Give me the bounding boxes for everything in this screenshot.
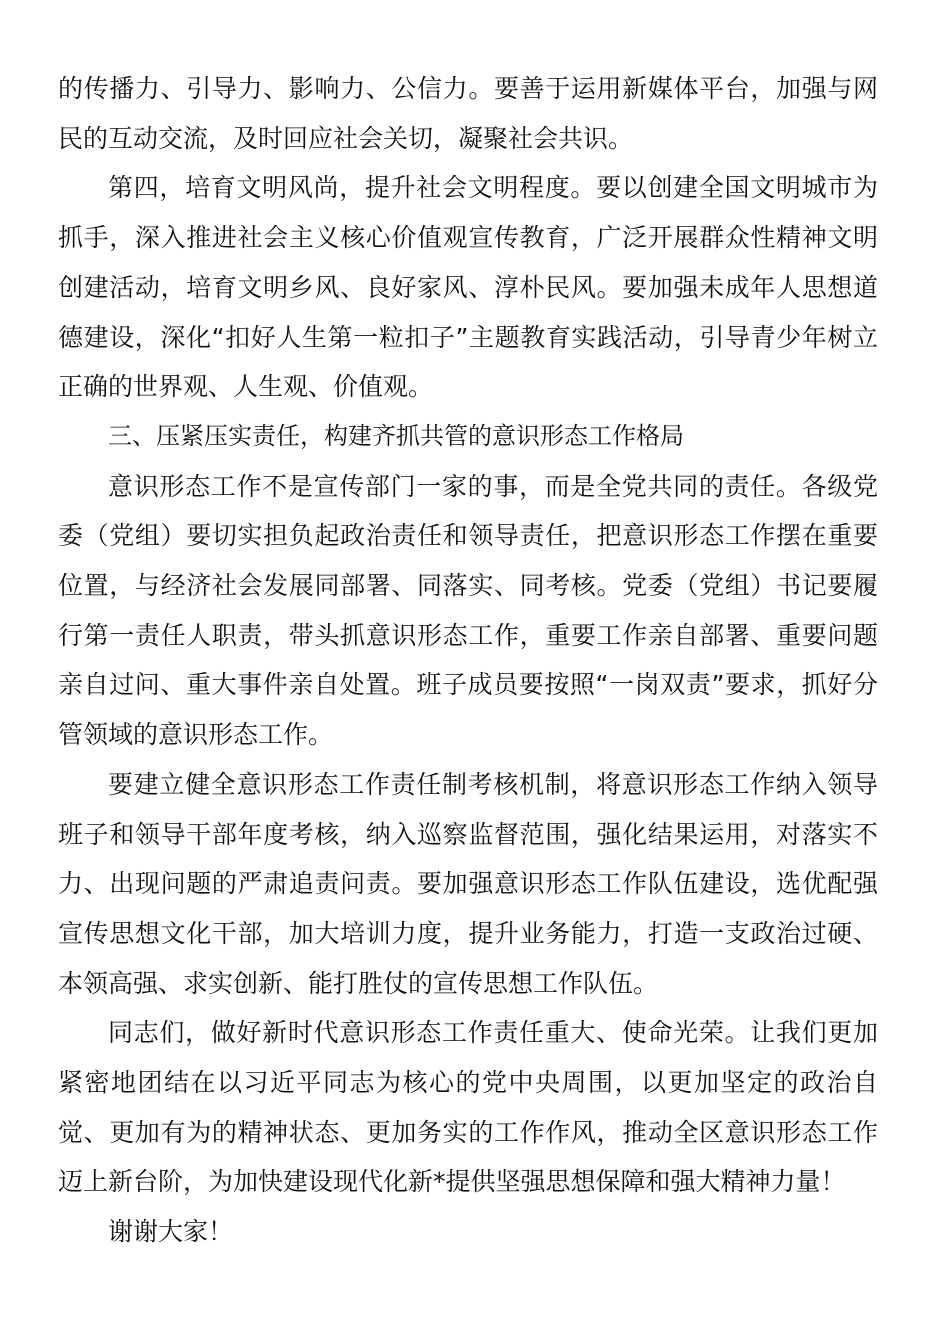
document-body [58, 64, 878, 1257]
section-heading-three: 三、压紧压实责任，构建齐抓共管的意识形态工作格局 [108, 421, 684, 450]
paragraph-closing: 同志们，做好新时代意识形态工作责任重大、使命光荣。让我们更加紧密地团结在以习近平同志为核心的党中央周围，以更加坚定的政治自觉、更加有为的精神状态、更加务实的工作作风，推动全区意识形态工作迈上新台阶，为加快建设现代化新*提供坚强思想保障和强大精神力量！ [58, 1018, 878, 1197]
paragraph-thanks: 谢谢大家！ [108, 1217, 234, 1247]
paragraph-responsibility: 意识形态工作不是宣传部门一家的事，而是全党共同的责任。各级党委（党组）要切实担负起政治责任和领导责任，把意识形态工作摆在重要位置，与经济社会发展同部署、同落实、同考核。党委（党组）书记要履行第一责任人职责，带头抓意识形态工作，重要工作亲自部署、重要问题亲自过问、重大事件亲自处置。班子成员要按照“一岗双责”要求，抓好分管领域的意识形态工作。 [58, 471, 878, 750]
paragraph-assessment: 要建立健全意识形态工作责任制考核机制，将意识形态工作纳入领导班子和领导干部年度考核，纳入巡察监督范围，强化结果运用，对落实不力、出现问题的严肃追责问责。要加强意识形态工作队伍建设，选优配强宣传思想文化干部，加大培训力度，提升业务能力，打造一支政治过硬、本领高强、求实创新、能打胜仗的宣传思想工作队伍。 [58, 769, 878, 998]
paragraph-continuation: 的传播力、引导力、影响力、公信力。要善于运用新媒体平台，加强与网民的互动交流，及时回应社会关切，凝聚社会共识。 [58, 74, 878, 153]
paragraph-fourth-point: 第四，培育文明风尚，提升社会文明程度。要以创建全国文明城市为抓手，深入推进社会主义核心价值观宣传教育，广泛开展群众性精神文明创建活动，培育文明乡风、良好家风、淳朴民风。要加强未成年人思想道德建设，深化“扣好人生第一粒扣子”主题教育实践活动，引导青少年树立正确的世界观、人生观、价值观。 [58, 173, 878, 402]
